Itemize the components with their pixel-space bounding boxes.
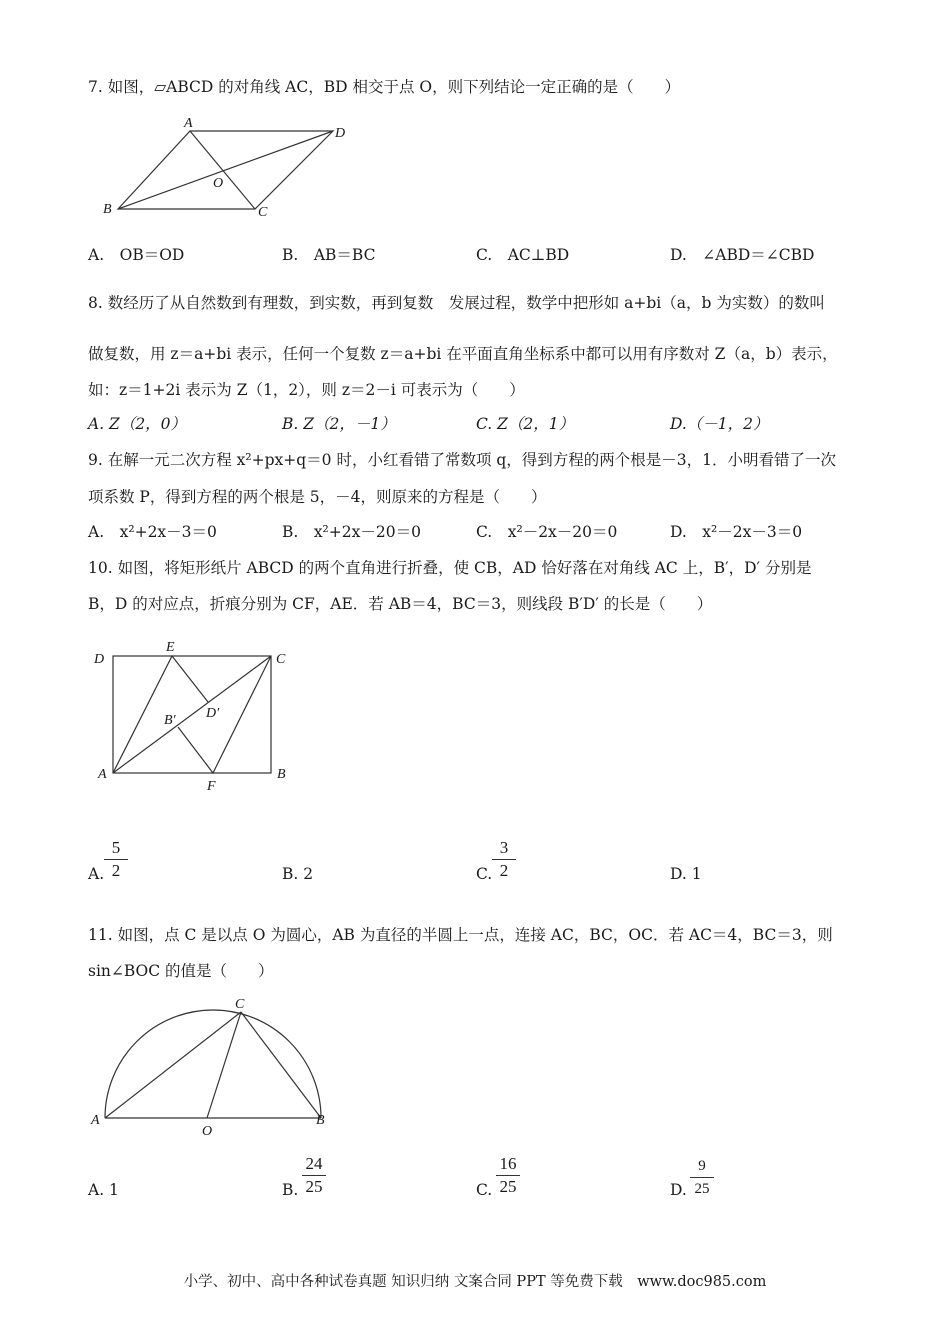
q9-line-1: 9. 在解一元二次方程 x²+px+q＝0 时，小红看错了常数项 q，得到方程的两个根是－3，1．小明看错了一次 bbox=[88, 451, 837, 469]
q10-label-b: B bbox=[277, 767, 286, 782]
q7-option-c: C. AC⊥BD bbox=[476, 246, 570, 264]
q10-option-c-fraction: $\frac{3}{2}$ bbox=[492, 838, 516, 881]
q10-line-1: 10. 如图，将矩形纸片 ABCD 的两个直角进行折叠，使 CB，AD 恰好落在对角线 AC 上，B′，D′ 分别是 bbox=[88, 559, 812, 577]
q11-semicircle-figure bbox=[85, 998, 335, 1143]
q11-label-b: B bbox=[316, 1113, 325, 1128]
q8-option-b: B. Z（2，－1） bbox=[282, 415, 396, 433]
q10-label-c: C bbox=[276, 652, 286, 667]
q8-option-d: D.（－1，2） bbox=[670, 415, 769, 433]
q9-line-2: 项系数 P，得到方程的两个根是 5，－4，则原来的方程是（ ） bbox=[88, 488, 547, 506]
q8-option-c: C. Z（2，1） bbox=[476, 415, 575, 433]
page-footer[interactable]: 小学、初中、高中各种试卷真题 知识归纳 文案合同 PPT 等免费下载 www.doc985.com bbox=[183, 1274, 767, 1290]
q9-option-b: B. x²+2x－20＝0 bbox=[282, 523, 421, 541]
q10-folded-rectangle-figure bbox=[88, 638, 308, 798]
q7-option-a: A. OB＝OD bbox=[88, 246, 185, 264]
q11-label-o: O bbox=[202, 1124, 213, 1139]
q10-label-d-prime: D′ bbox=[206, 706, 220, 721]
q11-option-a: A. 1 bbox=[88, 1181, 119, 1199]
q7-parallelogram-figure bbox=[95, 112, 355, 222]
q11-label-c: C bbox=[235, 998, 245, 1012]
q10-label-e: E bbox=[166, 640, 175, 655]
q10-label-b-prime: B′ bbox=[164, 713, 176, 728]
q10-option-b: B. 2 bbox=[282, 865, 314, 883]
q8-line-3: 如：z＝1+2i 表示为 Z（1，2），则 z＝2－i 可表示为（ ） bbox=[88, 381, 525, 399]
q10-option-c: C. bbox=[476, 865, 493, 883]
q9-option-c: C. x²－2x－20＝0 bbox=[476, 523, 618, 541]
q10-option-a-fraction: $\frac{5}{2}$ bbox=[104, 838, 128, 881]
q11-line-2: sin∠BOC 的值是（ ） bbox=[88, 962, 274, 980]
q8-option-a: A. Z（2，0） bbox=[88, 415, 187, 433]
q8-line-1: 8. 数经历了从自然数到有理数，到实数，再到复数 发展过程，数学中把形如 a+bi（a，b 为实数）的数叫 bbox=[88, 294, 825, 312]
q11-option-c: C. bbox=[476, 1181, 493, 1199]
q10-option-d: D. 1 bbox=[670, 865, 702, 883]
q7-stem: 7. 如图，▱ABCD 的对角线 AC，BD 相交于点 O，则下列结论一定正确的是（ ） bbox=[88, 78, 681, 96]
q7-label-b: B bbox=[103, 202, 112, 217]
q10-option-a: A. bbox=[88, 865, 105, 883]
q11-option-d: D. bbox=[670, 1181, 687, 1199]
q11-option-b: B. bbox=[282, 1181, 299, 1199]
q7-label-d: D bbox=[335, 126, 346, 141]
q11-label-a: A bbox=[91, 1113, 100, 1128]
q11-option-c-fraction: $\frac{16}{25}$ bbox=[496, 1154, 520, 1197]
q10-line-2: B，D 的对应点，折痕分别为 CF，AE．若 AB＝4，BC＝3，则线段 B′D′ 的长是（ ） bbox=[88, 595, 713, 613]
q10-label-a: A bbox=[98, 767, 107, 782]
q10-label-f: F bbox=[207, 779, 216, 794]
q9-option-d: D. x²－2x－3＝0 bbox=[670, 523, 803, 541]
q7-label-a: A bbox=[184, 116, 193, 131]
q7-label-c: C bbox=[258, 205, 268, 220]
q9-option-a: A. x²+2x－3＝0 bbox=[88, 523, 217, 541]
q11-line-1: 11. 如图，点 C 是以点 O 为圆心，AB 为直径的半圆上一点，连接 AC，BC，OC．若 AC＝4，BC＝3，则 bbox=[88, 926, 833, 944]
q11-option-d-fraction: $\frac{9}{25}$ bbox=[690, 1156, 714, 1199]
q8-line-2: 做复数，用 z＝a+bi 表示，任何一个复数 z＝a+bi 在平面直角坐标系中都可以用有序数对 Z（a，b）表示， bbox=[88, 345, 838, 363]
q7-option-d: D. ∠ABD＝∠CBD bbox=[670, 246, 815, 264]
q10-label-d: D bbox=[94, 652, 105, 667]
q7-label-o: O bbox=[213, 176, 224, 191]
q11-option-b-fraction: $\frac{24}{25}$ bbox=[302, 1154, 326, 1197]
q7-option-b: B. AB＝BC bbox=[282, 246, 376, 264]
